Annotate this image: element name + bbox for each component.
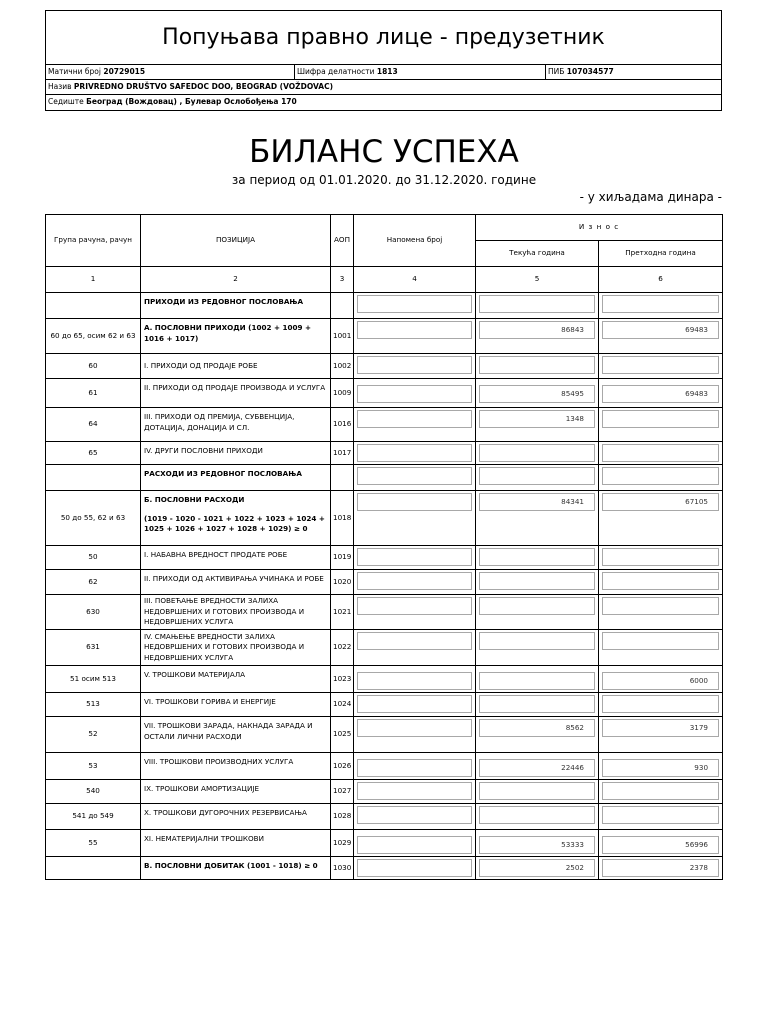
column-number: 5	[476, 267, 599, 293]
group-cell: 60 до 65, осим 62 и 63	[46, 319, 141, 354]
note-input[interactable]	[357, 321, 472, 339]
current-cell	[476, 442, 599, 465]
previous-input[interactable]	[602, 356, 719, 374]
current-input[interactable]: 85495	[479, 385, 595, 403]
previous-cell	[599, 465, 723, 491]
position-label: IV. СМАЊЕЊЕ ВРЕДНОСТИ ЗАЛИХА НЕДОВРШЕНИХ И ГОТОВИХ ПРОИЗВОДА И НЕДОВРШЕНИХ УСЛУГА	[144, 631, 305, 662]
table-row	[46, 780, 723, 804]
current-cell	[476, 570, 599, 595]
group-cell: 540	[46, 780, 141, 804]
table-row	[46, 804, 723, 830]
position-label: IV. ДРУГИ ПОСЛОВНИ ПРИХОДИ	[144, 446, 263, 455]
current-input[interactable]: 53333	[479, 836, 595, 854]
header-previous-year: Претходна година	[599, 241, 723, 267]
current-input[interactable]	[479, 444, 595, 462]
current-input[interactable]	[479, 632, 595, 650]
current-input[interactable]	[479, 782, 595, 800]
activity-code-value: 1813	[376, 67, 398, 76]
group-cell: 64	[46, 408, 141, 442]
position-label: IX. ТРОШКОВИ АМОРТИЗАЦИЈЕ	[144, 784, 260, 793]
position-label: VIII. ТРОШКОВИ ПРОИЗВОДНИХ УСЛУГА	[144, 757, 294, 766]
group-cell: 60	[46, 354, 141, 379]
table-row	[46, 595, 723, 630]
current-cell	[476, 753, 599, 780]
table-row	[46, 442, 723, 465]
table-row	[46, 630, 723, 666]
header-title: Попуњава правно лице - предузетник	[46, 11, 721, 65]
note-cell	[354, 379, 476, 408]
current-input[interactable]	[479, 356, 595, 374]
note-cell	[354, 693, 476, 717]
current-cell	[476, 319, 599, 354]
note-cell	[354, 354, 476, 379]
note-cell	[354, 570, 476, 595]
group-cell: 52	[46, 717, 141, 753]
aop-cell: 1027	[331, 780, 354, 804]
report-title: БИЛАНС УСПЕХА	[249, 134, 519, 170]
current-input[interactable]	[479, 695, 595, 713]
aop-cell: 1001	[331, 319, 354, 354]
current-input[interactable]	[479, 806, 595, 824]
group-cell: 51 осим 513	[46, 666, 141, 693]
header-seat-row	[46, 95, 721, 110]
previous-cell	[599, 830, 723, 857]
note-input[interactable]	[357, 572, 472, 590]
note-input[interactable]	[357, 356, 472, 374]
aop-cell: 1020	[331, 570, 354, 595]
previous-cell	[599, 319, 723, 354]
tax-id-cell	[545, 65, 721, 79]
header-amount: И з н о с	[476, 215, 723, 241]
position-formula: (1019 - 1020 - 1021 + 1022 + 1023 + 1024 + 1025 + 1026 + 1027 + 1028 + 1029) ≥ 0	[144, 513, 325, 533]
position-label: Б. ПОСЛОВНИ РАСХОДИ	[144, 495, 245, 504]
current-input[interactable]: 1348	[479, 410, 595, 428]
table-row	[46, 293, 723, 319]
group-cell: 541 до 549	[46, 804, 141, 830]
company-seat-value: Београд (Вождовац) , Булевар Ослобођења 170	[86, 97, 297, 106]
position-cell	[141, 630, 331, 666]
company-header	[45, 10, 722, 111]
previous-cell	[599, 780, 723, 804]
current-cell	[476, 293, 599, 319]
position-label: XI. НЕМАТЕРИЈАЛНИ ТРОШКОВИ	[144, 834, 264, 843]
current-input[interactable]: 86843	[479, 321, 595, 339]
group-cell	[46, 857, 141, 880]
header-row-top	[46, 215, 723, 241]
previous-input[interactable]: 69483	[602, 385, 719, 403]
current-input[interactable]	[479, 467, 595, 485]
current-cell	[476, 379, 599, 408]
current-cell	[476, 693, 599, 717]
previous-input[interactable]	[602, 597, 719, 615]
position-label: II. ПРИХОДИ ОД ПРОДАЈЕ ПРОИЗВОДА И УСЛУГА	[144, 383, 326, 392]
group-cell: 61	[46, 379, 141, 408]
previous-input[interactable]: 3179	[602, 719, 719, 737]
previous-input[interactable]	[602, 695, 719, 713]
aop-cell: 1019	[331, 546, 354, 570]
note-cell	[354, 630, 476, 666]
note-cell	[354, 753, 476, 780]
previous-cell	[599, 753, 723, 780]
position-cell	[141, 570, 331, 595]
position-cell	[141, 408, 331, 442]
previous-cell	[599, 442, 723, 465]
note-input[interactable]	[357, 467, 472, 485]
current-cell	[476, 491, 599, 546]
previous-cell	[599, 408, 723, 442]
aop-cell	[331, 293, 354, 319]
note-cell	[354, 666, 476, 693]
previous-input[interactable]: 930	[602, 759, 719, 777]
group-cell: 55	[46, 830, 141, 857]
current-cell	[476, 780, 599, 804]
column-number: 1	[46, 267, 141, 293]
aop-cell: 1024	[331, 693, 354, 717]
previous-cell	[599, 546, 723, 570]
position-cell	[141, 857, 331, 880]
table-row	[46, 830, 723, 857]
company-name-label: Назив	[48, 82, 72, 91]
aop-cell: 1002	[331, 354, 354, 379]
registration-number-cell	[46, 65, 294, 79]
previous-cell	[599, 491, 723, 546]
previous-cell	[599, 693, 723, 717]
previous-input[interactable]	[602, 572, 719, 590]
company-seat-cell	[46, 95, 721, 110]
previous-cell	[599, 630, 723, 666]
position-cell	[141, 442, 331, 465]
current-cell	[476, 546, 599, 570]
position-cell	[141, 595, 331, 630]
position-label: А. ПОСЛОВНИ ПРИХОДИ (1002 + 1009 + 1016 + 1017)	[144, 323, 312, 343]
note-input[interactable]	[357, 295, 472, 313]
previous-input[interactable]	[602, 410, 719, 428]
table-row	[46, 319, 723, 354]
note-cell	[354, 491, 476, 546]
activity-code-label: Шифра делатности	[297, 67, 375, 76]
note-input[interactable]	[357, 719, 472, 737]
header-position: ПОЗИЦИЈА	[141, 215, 331, 267]
current-cell	[476, 630, 599, 666]
header-aop: АОП	[331, 215, 354, 267]
previous-input[interactable]	[602, 467, 719, 485]
note-input[interactable]	[357, 859, 472, 877]
registration-number-value: 20729015	[103, 67, 146, 76]
aop-cell: 1023	[331, 666, 354, 693]
aop-cell: 1029	[331, 830, 354, 857]
registration-number-label: Матични број	[48, 67, 101, 76]
current-input[interactable]	[479, 295, 595, 313]
note-input[interactable]	[357, 548, 472, 566]
position-cell	[141, 293, 331, 319]
group-cell: 65	[46, 442, 141, 465]
note-input[interactable]	[357, 410, 472, 428]
note-input[interactable]	[357, 597, 472, 615]
current-input[interactable]: 22446	[479, 759, 595, 777]
column-number: 6	[599, 267, 723, 293]
header-current-year: Текућа година	[476, 241, 599, 267]
note-input[interactable]	[357, 806, 472, 824]
note-input[interactable]	[357, 493, 472, 511]
report-units: - у хиљадама динара -	[579, 190, 722, 204]
current-cell	[476, 354, 599, 379]
header-group: Група рачуна, рачун	[46, 215, 141, 267]
group-cell	[46, 465, 141, 491]
position-cell	[141, 693, 331, 717]
aop-cell	[331, 465, 354, 491]
note-cell	[354, 546, 476, 570]
position-label: VII. ТРОШКОВИ ЗАРАДА, НАКНАДА ЗАРАДА И ОСТАЛИ ЛИЧНИ РАСХОДИ	[144, 721, 313, 741]
company-name-cell	[46, 80, 721, 94]
previous-input[interactable]: 2378	[602, 859, 719, 877]
table-row	[46, 857, 723, 880]
position-label: РАСХОДИ ИЗ РЕДОВНОГ ПОСЛОВАЊА	[144, 469, 302, 478]
position-label: ПРИХОДИ ИЗ РЕДОВНОГ ПОСЛОВАЊА	[144, 297, 304, 306]
aop-cell: 1021	[331, 595, 354, 630]
previous-cell	[599, 354, 723, 379]
note-input[interactable]	[357, 444, 472, 462]
position-label: I. НАБАВНА ВРЕДНОСТ ПРОДАТЕ РОБЕ	[144, 550, 288, 559]
position-label: II. ПРИХОДИ ОД АКТИВИРАЊА УЧИНАКА И РОБЕ	[144, 574, 324, 583]
position-cell	[141, 546, 331, 570]
position-cell	[141, 780, 331, 804]
aop-cell: 1028	[331, 804, 354, 830]
previous-cell	[599, 857, 723, 880]
current-cell	[476, 408, 599, 442]
position-label: В. ПОСЛОВНИ ДОБИТАК (1001 - 1018) ≥ 0	[144, 861, 318, 870]
position-cell	[141, 830, 331, 857]
table-row	[46, 570, 723, 595]
note-cell	[354, 442, 476, 465]
note-cell	[354, 408, 476, 442]
table-row	[46, 546, 723, 570]
current-cell	[476, 666, 599, 693]
header-note: Напомена број	[354, 215, 476, 267]
current-input[interactable]: 8562	[479, 719, 595, 737]
previous-cell	[599, 293, 723, 319]
column-number: 2	[141, 267, 331, 293]
column-number: 3	[331, 267, 354, 293]
table-row	[46, 717, 723, 753]
column-number: 4	[354, 267, 476, 293]
note-cell	[354, 717, 476, 753]
aop-cell: 1025	[331, 717, 354, 753]
header-name-row	[46, 80, 721, 95]
report-period: за период од 01.01.2020. до 31.12.2020. године	[231, 173, 537, 187]
company-name-value: PRIVREDNO DRUŠTVO SAFEDOC DOO, BEOGRAD (VOŽDOVAC)	[73, 82, 334, 91]
group-cell: 631	[46, 630, 141, 666]
note-cell	[354, 780, 476, 804]
position-cell	[141, 804, 331, 830]
note-cell	[354, 595, 476, 630]
current-input[interactable]	[479, 572, 595, 590]
header-id-row	[46, 65, 721, 80]
position-label: VI. ТРОШКОВИ ГОРИВА И ЕНЕРГИЈЕ	[144, 697, 276, 706]
table-row	[46, 354, 723, 379]
position-cell	[141, 666, 331, 693]
group-cell: 630	[46, 595, 141, 630]
note-input[interactable]	[357, 672, 472, 690]
note-input[interactable]	[357, 836, 472, 854]
note-input[interactable]	[357, 385, 472, 403]
group-cell: 62	[46, 570, 141, 595]
aop-cell: 1009	[331, 379, 354, 408]
previous-cell	[599, 570, 723, 595]
aop-cell: 1030	[331, 857, 354, 880]
current-input[interactable]	[479, 597, 595, 615]
position-cell	[141, 491, 331, 546]
note-input[interactable]	[357, 632, 472, 650]
table-row	[46, 379, 723, 408]
tax-id-label: ПИБ	[548, 67, 565, 76]
previous-cell	[599, 666, 723, 693]
previous-input[interactable]	[602, 295, 719, 313]
aop-cell: 1016	[331, 408, 354, 442]
group-cell: 50 до 55, 62 и 63	[46, 491, 141, 546]
position-cell	[141, 379, 331, 408]
position-label: III. ПОВЕЋАЊЕ ВРЕДНОСТИ ЗАЛИХА НЕДОВРШЕНИХ И ГОТОВИХ ПРОИЗВОДА И НЕДОВРШЕНИХ УСЛУГА	[144, 596, 305, 627]
tax-id-value: 107034577	[566, 67, 614, 76]
position-label: V. ТРОШКОВИ МАТЕРИЈАЛА	[144, 670, 246, 679]
current-cell	[476, 465, 599, 491]
position-cell	[141, 319, 331, 354]
aop-cell: 1017	[331, 442, 354, 465]
column-number-row	[46, 267, 723, 293]
position-label: I. ПРИХОДИ ОД ПРОДАЈЕ РОБЕ	[144, 360, 258, 370]
table-row	[46, 666, 723, 693]
group-cell	[46, 293, 141, 319]
current-cell	[476, 595, 599, 630]
previous-input[interactable]	[602, 632, 719, 650]
note-input[interactable]	[357, 759, 472, 777]
note-cell	[354, 830, 476, 857]
note-input[interactable]	[357, 695, 472, 713]
position-cell	[141, 717, 331, 753]
income-statement-table	[45, 214, 723, 880]
company-seat-label: Седиште	[48, 97, 84, 106]
table-row	[46, 693, 723, 717]
previous-input[interactable]	[602, 782, 719, 800]
current-input[interactable]	[479, 548, 595, 566]
group-cell: 50	[46, 546, 141, 570]
previous-cell	[599, 717, 723, 753]
previous-input[interactable]: 69483	[602, 321, 719, 339]
current-cell	[476, 804, 599, 830]
position-cell	[141, 465, 331, 491]
group-cell: 513	[46, 693, 141, 717]
table-row	[46, 408, 723, 442]
aop-cell: 1026	[331, 753, 354, 780]
note-cell	[354, 465, 476, 491]
table-row	[46, 753, 723, 780]
position-label: III. ПРИХОДИ ОД ПРЕМИЈА, СУБВЕНЦИЈА, ДОТАЦИЈА, ДОНАЦИЈА И СЛ.	[144, 412, 295, 432]
current-input[interactable]: 2502	[479, 859, 595, 877]
note-cell	[354, 857, 476, 880]
activity-code-cell	[294, 65, 545, 79]
position-cell	[141, 354, 331, 379]
current-cell	[476, 857, 599, 880]
table-row	[46, 491, 723, 546]
previous-input[interactable]	[602, 444, 719, 462]
current-cell	[476, 717, 599, 753]
table-row	[46, 465, 723, 491]
previous-cell	[599, 595, 723, 630]
position-label: X. ТРОШКОВИ ДУГОРОЧНИХ РЕЗЕРВИСАЊА	[144, 808, 307, 817]
current-input[interactable]	[479, 672, 595, 690]
previous-input[interactable]: 67105	[602, 493, 719, 511]
aop-cell: 1022	[331, 630, 354, 666]
previous-cell	[599, 379, 723, 408]
group-cell: 53	[46, 753, 141, 780]
previous-input[interactable]	[602, 548, 719, 566]
note-cell	[354, 319, 476, 354]
position-cell	[141, 753, 331, 780]
previous-input[interactable]: 6000	[602, 672, 719, 690]
note-cell	[354, 804, 476, 830]
current-input[interactable]: 84341	[479, 493, 595, 511]
previous-input[interactable]	[602, 806, 719, 824]
previous-cell	[599, 804, 723, 830]
previous-input[interactable]: 56996	[602, 836, 719, 854]
note-input[interactable]	[357, 782, 472, 800]
aop-cell: 1018	[331, 491, 354, 546]
current-cell	[476, 830, 599, 857]
note-cell	[354, 293, 476, 319]
